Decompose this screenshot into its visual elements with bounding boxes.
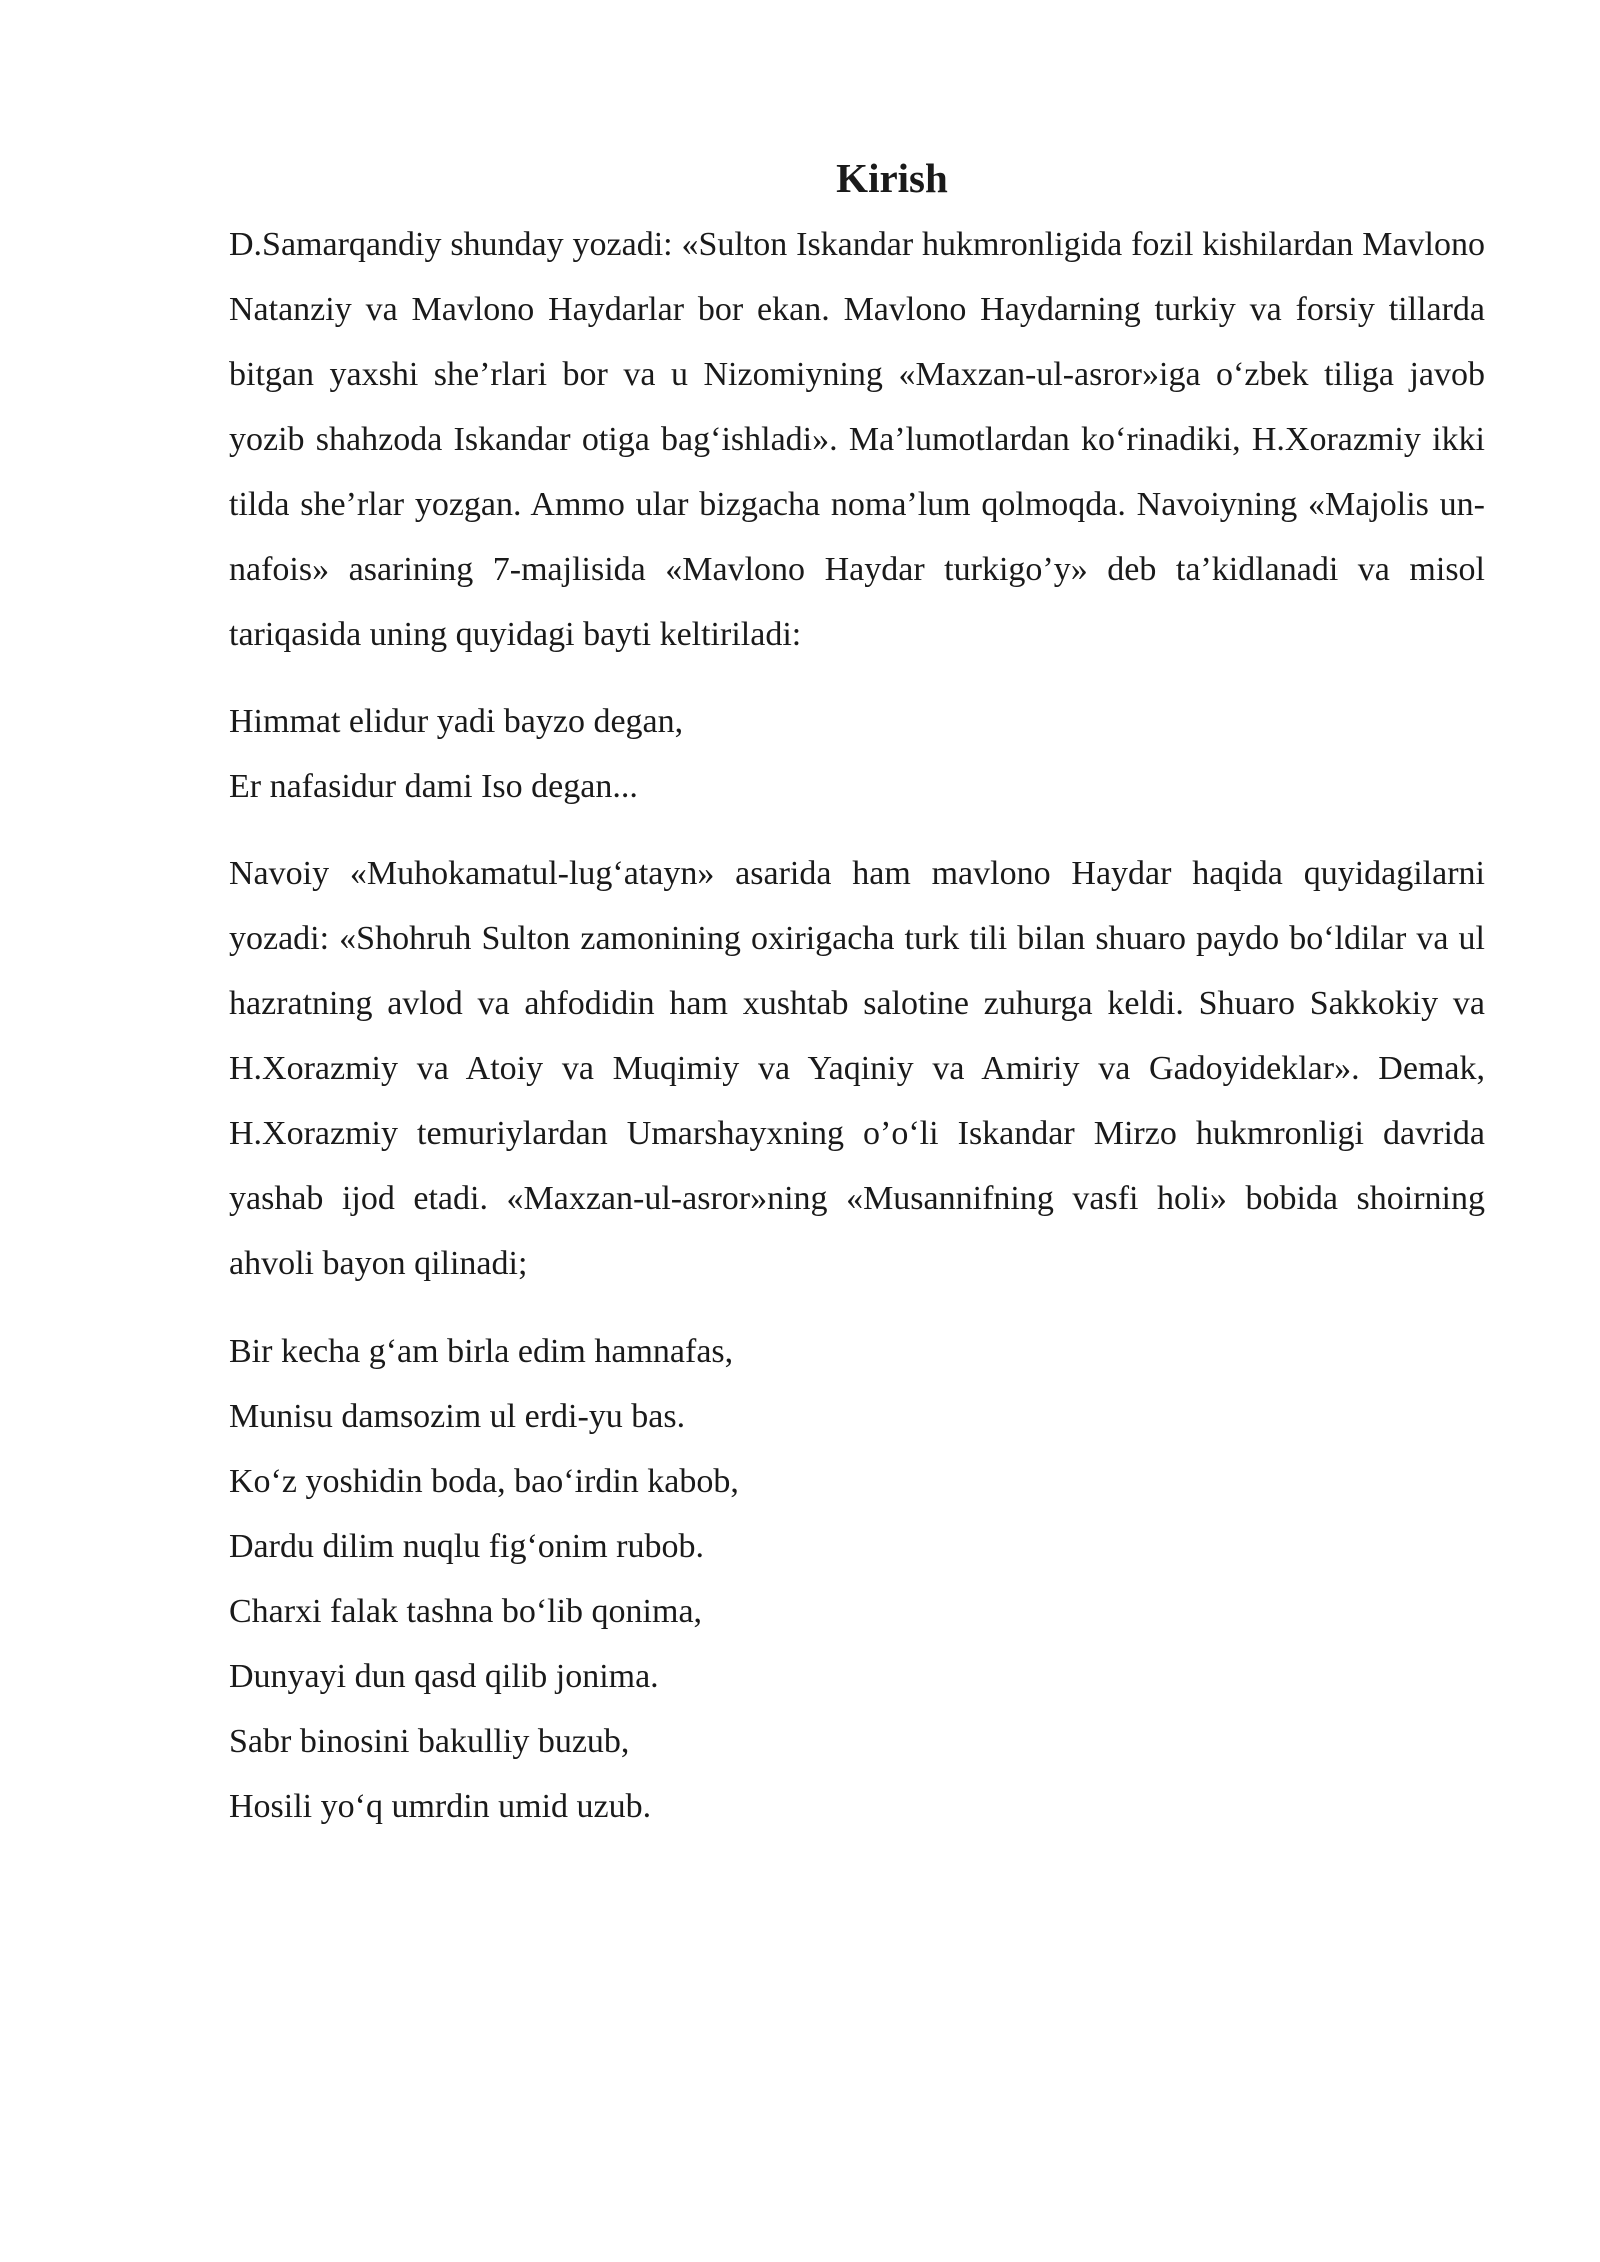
spacer — [229, 667, 1485, 689]
verse-line: Ko‘z yoshidin boda, bao‘irdin kabob, — [229, 1463, 739, 1500]
spacer — [229, 819, 1485, 841]
verse-line: Sabr binosini bakulliy buzub, — [229, 1723, 630, 1760]
page-title: Kirish — [836, 155, 948, 201]
verse-line: Charxi falak tashna bo‘lib qonima, — [229, 1593, 703, 1630]
paragraph-2: Navoiy «Muhokamatul-lug‘atayn» asarida ham mavlono Haydar haqida quyidagilarni yozadi: «Shohruh Sulton zamonining oxirigacha turk tili bilan shuaro paydo bo‘ldilar va ul hazratning avlod va ahfodidin ham xushtab salotine zuhurga keldi. Shuaro Sakkokiy va H.Xorazmiy va Atoiy va Muqimiy va Yaqiniy va Amiriy va Gadoyideklar». Demak, H.Xorazmiy temuriylardan Umarshayxning o’o‘li Iskandar Mirzo hukmronligi davrida yashab ijod etadi. «Maxzan-ul-asror»ning «Musannifning vasfi holi» bobida shoirning ahvoli bayon qilinadi; — [229, 855, 1485, 1282]
verse-line: Bir kecha g‘am birla edim hamnafas, — [229, 1333, 734, 1370]
verse-line: Himmat elidur yadi bayzo degan, — [229, 703, 684, 740]
verse-line: Dardu dilim nuqlu fig‘onim rubob. — [229, 1528, 705, 1565]
document-page — [229, 148, 1485, 1839]
verse-line: Er nafasidur dami Iso degan... — [229, 768, 638, 805]
paragraph-1: D.Samarqandiy shunday yozadi: «Sulton Iskandar hukmronligida fozil kishilardan Mavlono Natanziy va Mavlono Haydarlar bor ekan. Mavlono Haydarning turkiy va forsiy tillarda bitgan yaxshi she’rlari bor va u Nizomiyning «Maxzan-ul-asror»iga o‘zbek tiliga javob yozib shahzoda Iskandar otiga bag‘ishladi». Ma’lumotlardan ko‘rinadiki, H.Xorazmiy ikki tilda she’rlar yozgan. Ammo ular bizgacha noma’lum qolmoqda. Navoiyning «Majolis un-nafois» asarining 7-majlisida «Mavlono Haydar turkigo’y» deb ta’kidlanadi va misol tariqasida uning quyidagi bayti keltiriladi: — [229, 226, 1485, 653]
spacer — [229, 1296, 1485, 1319]
verse-line: Dunyayi dun qasd qilib jonima. — [229, 1658, 659, 1695]
verse-1 — [229, 689, 1485, 819]
verse-2 — [229, 1319, 1485, 1839]
verse-line: Munisu damsozim ul erdi-yu bas. — [229, 1398, 686, 1435]
verse-line: Hosili yo‘q umrdin umid uzub. — [229, 1788, 652, 1825]
